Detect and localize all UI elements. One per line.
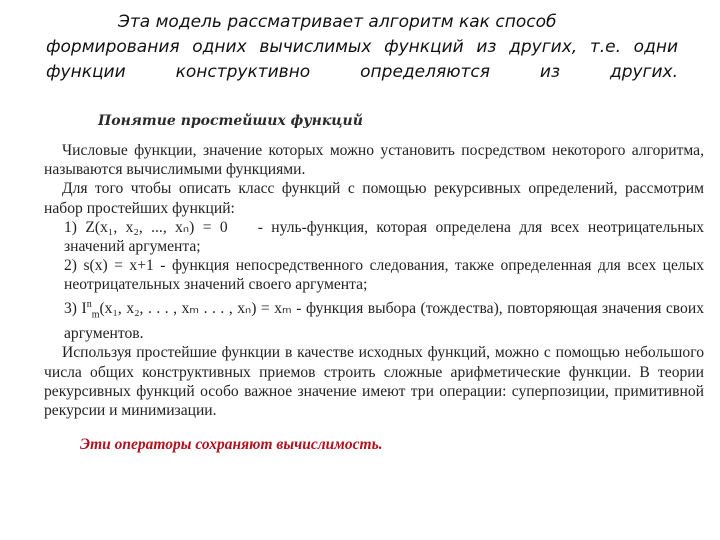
intro-line-2: формирования одних вычислимых функций из других, т.е. одни [46,37,678,57]
projection-sub: m [91,308,100,320]
paragraph-operations: Используя простейшие функции в качестве исходных функций, можно с помощью небольшого числа общих конструктивных приемов строить сложные арифметические функции. В теории рекурсивных функций особо важное значение имеют три операции: суперпозиции, примитивной рекурсии и минимизации. [44,344,704,419]
section-subtitle: Понятие простейших функций [98,113,363,129]
zero-function-description: - нуль-функция, которая определена для всех неотрицательных значений аргумента; [64,218,704,256]
zero-function-formula: 1) Z(x₁, x₂, ..., xₙ) = 0 [64,218,228,236]
footer-note: Эти операторы сохраняют вычислимость. [80,436,383,453]
paragraph-recursive-def: Для того чтобы описать класс функций с помощью рекурсивных определений, рассмотрим набор простейших функций: [44,180,704,217]
intro-line-1: Эта модель рассматривает алгоритм как способ [118,12,557,32]
projection-description: (x₁, x₂, . . . , xₘ . . . , xₙ) = xₘ - функция выбора (тождества), повторяющая значения своих аргументов. [64,299,704,343]
section-body [44,141,704,420]
projection-symbol: 3) I [64,299,87,317]
projection-sup: n [86,298,92,310]
paragraph-computable: Числовые функции, значение которых можно установить посредством некоторого алгоритма, называются вычислимыми функциями. [44,142,704,179]
intro-paragraph [46,10,678,85]
item-projection-function [44,295,704,344]
item-zero-function [44,218,704,256]
intro-line-3: функции конструктивно определяются из других. [46,62,678,82]
item-successor-function: 2) s(x) = x+1 - функция непосредственного следования, также определенная для всех целых неотрицательных значений своего аргумента; [64,257,704,294]
